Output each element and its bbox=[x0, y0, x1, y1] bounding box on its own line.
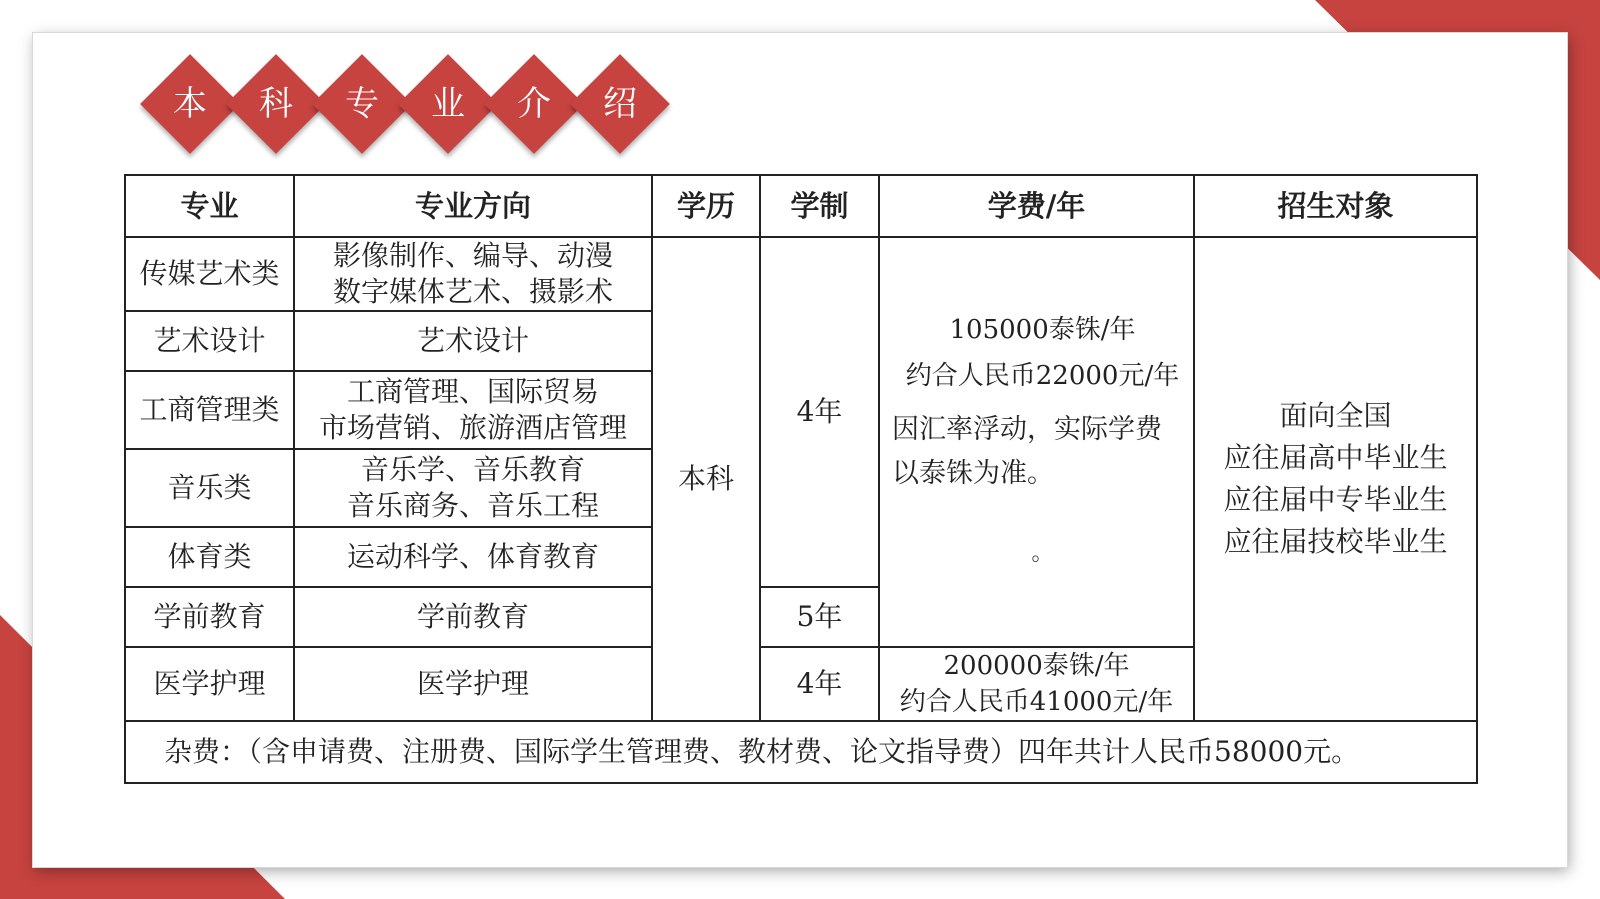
major-name: 学前教育 bbox=[125, 587, 294, 647]
fee-note-line1: 因汇率浮动，实际学费 bbox=[892, 414, 1162, 445]
major-directions bbox=[294, 449, 652, 527]
table-header-row bbox=[125, 175, 1477, 237]
fee-nursing-line1: 200000泰铢/年 bbox=[943, 651, 1130, 681]
page-title bbox=[148, 62, 708, 146]
major-name: 体育类 bbox=[125, 527, 294, 587]
fee-note-line2: 以泰铢为准。 bbox=[892, 458, 1054, 489]
majors-table bbox=[124, 174, 1478, 784]
major-directions: 医学护理 bbox=[294, 647, 652, 721]
duration-main: 4年 bbox=[760, 237, 879, 587]
direction-line: 音乐学、音乐教育 bbox=[360, 453, 585, 486]
major-directions bbox=[294, 371, 652, 449]
fee-general-line1: 105000泰铢/年 bbox=[949, 315, 1136, 345]
table-row bbox=[125, 237, 1477, 311]
title-char: 绍 bbox=[603, 84, 637, 124]
major-name: 艺术设计 bbox=[125, 311, 294, 371]
title-char: 本 bbox=[173, 84, 207, 124]
title-char: 科 bbox=[259, 84, 293, 124]
fee-nursing-cell bbox=[879, 647, 1194, 721]
degree-cell: 本科 bbox=[652, 237, 760, 721]
header-duration: 学制 bbox=[760, 175, 879, 237]
major-name: 工商管理类 bbox=[125, 371, 294, 449]
major-name: 医学护理 bbox=[125, 647, 294, 721]
duration-nursing: 4年 bbox=[760, 647, 879, 721]
direction-line: 数字媒体艺术、摄影术 bbox=[332, 275, 613, 308]
header-fee: 学费/年 bbox=[879, 175, 1194, 237]
title-char: 专 bbox=[345, 84, 379, 124]
fee-general-line2: 约合人民币22000元/年 bbox=[905, 361, 1180, 391]
major-directions: 学前教育 bbox=[294, 587, 652, 647]
misc-fee-row bbox=[125, 721, 1477, 783]
misc-fee-note: 杂费：（含申请费、注册费、国际学生管理费、教材费、论文指导费）四年共计人民币58000元。 bbox=[125, 721, 1477, 783]
target-line: 面向全国 bbox=[1279, 399, 1392, 432]
direction-line: 工商管理、国际贸易 bbox=[346, 375, 599, 408]
fee-dot: 。 bbox=[1031, 541, 1054, 566]
duration-preschool: 5年 bbox=[760, 587, 879, 647]
header-direction: 专业方向 bbox=[294, 175, 652, 237]
major-directions bbox=[294, 237, 652, 311]
header-major: 专业 bbox=[125, 175, 294, 237]
fee-nursing-line2: 约合人民币41000元/年 bbox=[899, 687, 1174, 717]
target-cell bbox=[1194, 237, 1477, 721]
header-degree: 学历 bbox=[652, 175, 760, 237]
target-line: 应往届技校毕业生 bbox=[1223, 525, 1448, 558]
direction-line: 音乐商务、音乐工程 bbox=[346, 489, 599, 522]
major-name: 音乐类 bbox=[125, 449, 294, 527]
header-target: 招生对象 bbox=[1194, 175, 1477, 237]
direction-line: 市场营销、旅游酒店管理 bbox=[318, 411, 627, 444]
fee-general-cell bbox=[879, 237, 1194, 647]
major-directions: 运动科学、体育教育 bbox=[294, 527, 652, 587]
major-directions: 艺术设计 bbox=[294, 311, 652, 371]
target-line: 应往届高中毕业生 bbox=[1223, 441, 1448, 474]
direction-line: 影像制作、编导、动漫 bbox=[332, 239, 613, 272]
title-char: 业 bbox=[431, 84, 465, 124]
title-char: 介 bbox=[517, 84, 551, 124]
major-name: 传媒艺术类 bbox=[125, 237, 294, 311]
target-line: 应往届中专毕业生 bbox=[1223, 483, 1448, 516]
